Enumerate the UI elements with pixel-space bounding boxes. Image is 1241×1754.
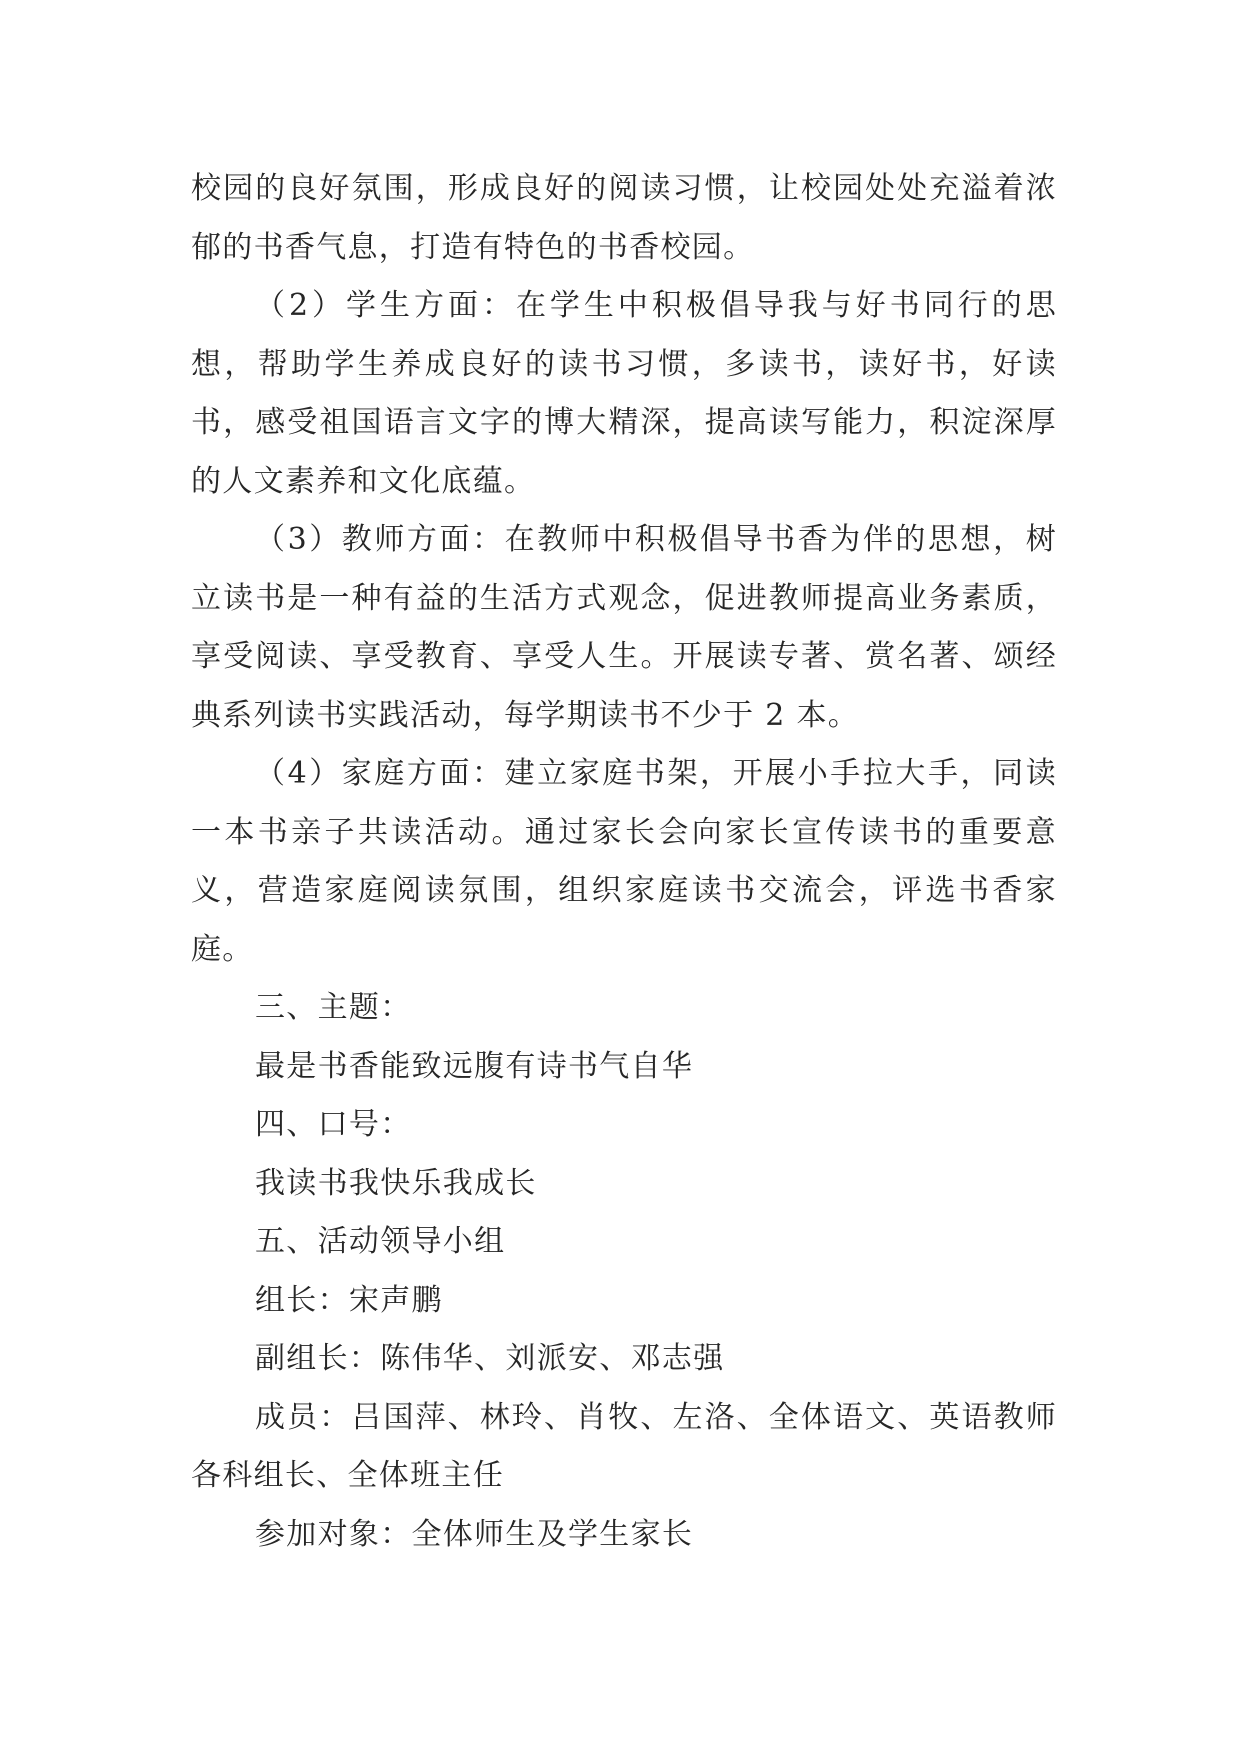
paragraph-students: （2）学生方面：在学生中积极倡导我与好书同行的思想，帮助学生养成良好的读书习惯，多读书，读好书，好读书，感受祖国语言文字的博大精深，提高读写能力，积淀深厚的人文素养和文化底蕴。 — [191, 288, 1057, 499]
theme-text: 最是书香能致远腹有诗书气自华 — [255, 1048, 694, 1084]
paragraph-teachers: （3）教师方面：在教师中积极倡导书香为伴的思想，树立读书是一种有益的生活方式观念，促进教师提高业务素质，享受阅读、享受教育、享受人生。开展读专著、赏名著、颂经典系列读书实践活动，每学期读书不少于 2 本。 — [191, 522, 1057, 733]
group-members: 成员：吕国萍、林玲、肖牧、左洛、全体语文、英语教师各科组长、全体班主任 — [191, 1399, 1057, 1493]
heading-leadership-group: 五、活动领导小组 — [255, 1224, 506, 1259]
slogan-text: 我读书我快乐我成长 — [255, 1165, 537, 1201]
deputy-leaders: 副组长：陈伟华、刘派安、邓志强 — [255, 1341, 725, 1376]
participants: 参加对象：全体师生及学生家长 — [255, 1516, 694, 1552]
paragraph-intro-continued: 校园的良好氛围，形成良好的阅读习惯，让校园处处充溢着浓郁的书香气息，打造有特色的书香校园。 — [191, 171, 1057, 265]
heading-slogan: 四、口号： — [255, 1107, 412, 1142]
paragraph-family: （4）家庭方面：建立家庭书架，开展小手拉大手，同读一本书亲子共读活动。通过家长会向家长宣传读书的重要意义，营造家庭阅读氛围，组织家庭读书交流会，评选书香家庭。 — [191, 756, 1057, 967]
document-body — [191, 160, 1057, 1564]
heading-theme: 三、主题： — [255, 990, 412, 1025]
group-leader: 组长：宋声鹏 — [255, 1282, 443, 1318]
